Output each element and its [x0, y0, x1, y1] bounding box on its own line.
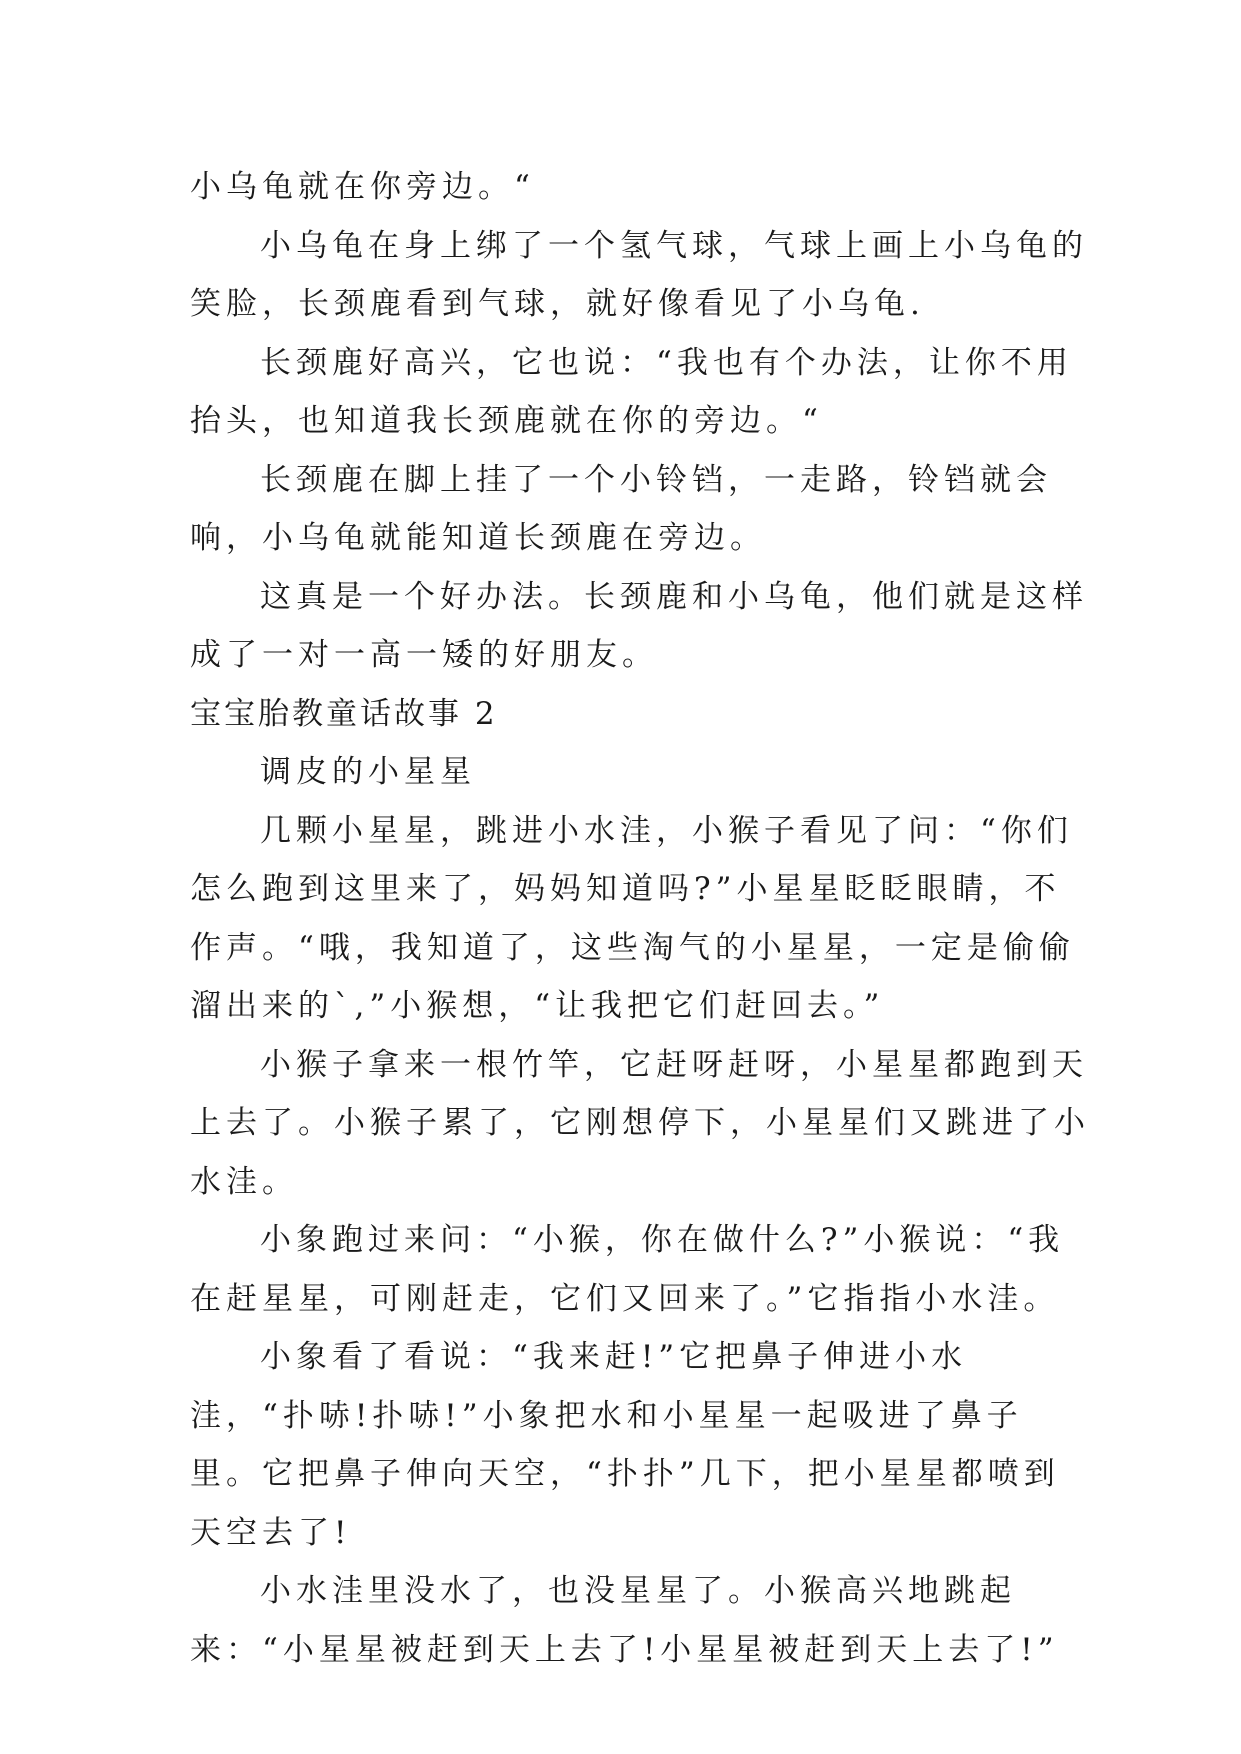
- paragraph: 几颗小星星，跳进小水洼，小猴子看见了问：“你们怎么跑到这里来了，妈妈知道吗?”小星星眨眨眼睛，不作声。“哦，我知道了，这些淘气的小星星，一定是偷偷溜出来的`,”小猴想，“让我把它们赶回去。”: [190, 812, 1075, 1024]
- paragraph-continued: 小乌龟就在你旁边。“: [190, 169, 535, 205]
- document-body: [190, 158, 1090, 1679]
- paragraph: 这真是一个好办法。长颈鹿和小乌龟，他们就是这样成了一对一高一矮的好朋友。: [190, 578, 1088, 673]
- paragraph: 小乌龟在身上绑了一个氢气球，气球上画上小乌龟的笑脸，长颈鹿看到气球，就好像看见了小乌龟.: [190, 227, 1088, 322]
- paragraph: 小猴子拿来一根竹竿，它赶呀赶呀，小星星都跑到天上去了。小猴子累了，它刚想停下，小星星们又跳进了小水洼。: [190, 1046, 1090, 1200]
- paragraph: 小象看了看说：“我来赶!”它把鼻子伸进小水洼，“扑哧!扑哧!”小象把水和小星星一起吸进了鼻子里。它把鼻子伸向天空，“扑扑”几下，把小星星都喷到天空去了!: [190, 1339, 1060, 1551]
- section-heading: 宝宝胎教童话故事 2: [190, 695, 498, 732]
- paragraph: 小水洼里没水了，也没星星了。小猴高兴地跳起来：“小星星被赶到天上去了!小星星被赶到天上去了!”: [190, 1573, 1059, 1668]
- paragraph: 长颈鹿在脚上挂了一个小铃铛，一走路，铃铛就会响，小乌龟就能知道长颈鹿在旁边。: [190, 461, 1052, 556]
- paragraph: 长颈鹿好高兴，它也说：“我也有个办法，让你不用抬头，也知道我长颈鹿就在你的旁边。“: [190, 344, 1073, 439]
- paragraph: 小象跑过来问：“小猴，你在做什么?”小猴说：“我在赶星星，可刚赶走，它们又回来了。”它指指小水洼。: [190, 1222, 1065, 1317]
- story-title: 调皮的小星星: [260, 754, 476, 790]
